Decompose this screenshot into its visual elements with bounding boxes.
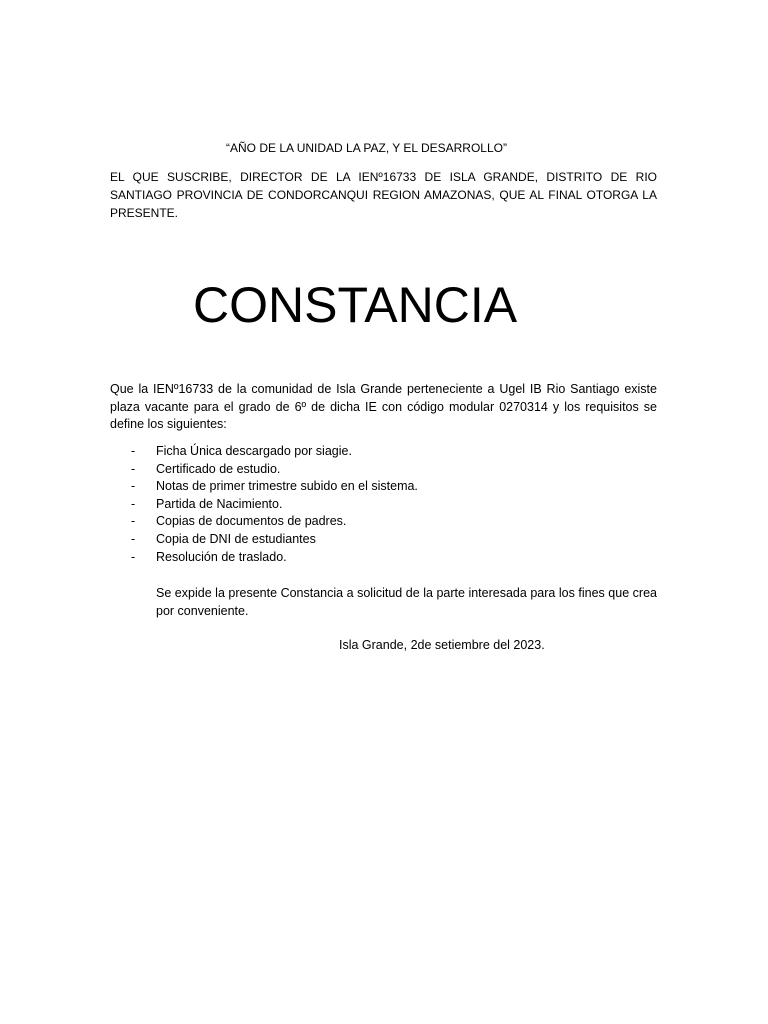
list-item-text: Notas de primer trimestre subido en el sistema. (156, 479, 418, 494)
list-item (131, 461, 657, 479)
closing-paragraph: Se expide la presente Constancia a solicitud de la parte interesada para los fines que crea por conveniente. (156, 586, 657, 618)
list-dash: - (131, 514, 136, 529)
list-item-text: Ficha Única descargado por siagie. (156, 444, 352, 458)
list-item-text: Resolución de traslado. (156, 549, 287, 564)
list-item-text: Copia de DNI de estudiantes (156, 531, 316, 546)
list-dash: - (131, 496, 136, 511)
intro-paragraph: EL QUE SUSCRIBE, DIRECTOR DE LA IENº16733 DE ISLA GRANDE, DISTRITO DE RIO SANTIAGO PROVINCIA DE CONDORCANQUI REGION AMAZONAS, QUE AL FINAL OTORGA LA PRESENTE. (110, 170, 657, 220)
list-dash: - (131, 444, 136, 458)
list-item (131, 531, 657, 549)
document-title: CONSTANCIA (193, 277, 518, 333)
list-item (131, 443, 657, 461)
list-dash: - (131, 531, 136, 546)
list-item-text: Certificado de estudio. (156, 461, 281, 476)
list-dash: - (131, 461, 136, 476)
year-motto: “AÑO DE LA UNIDAD LA PAZ, Y EL DESARROLLO” (226, 141, 507, 155)
list-item (131, 478, 657, 496)
requirements-list (131, 443, 657, 566)
place-and-date: Isla Grande, 2de setiembre del 2023. (339, 638, 545, 652)
list-dash: - (131, 479, 136, 494)
list-dash: - (131, 549, 136, 564)
list-item (131, 549, 657, 567)
list-item (131, 513, 657, 531)
list-item-text: Copias de documentos de padres. (156, 514, 347, 529)
list-item-text: Partida de Nacimiento. (156, 496, 283, 511)
body-paragraph: Que la IENº16733 de la comunidad de Isla Grande perteneciente a Ugel IB Rio Santiago existe plaza vacante para el grado de 6º de dicha IE con código modular 0270314 y los requisitos se define los siguientes: (110, 382, 657, 431)
list-item (131, 496, 657, 514)
